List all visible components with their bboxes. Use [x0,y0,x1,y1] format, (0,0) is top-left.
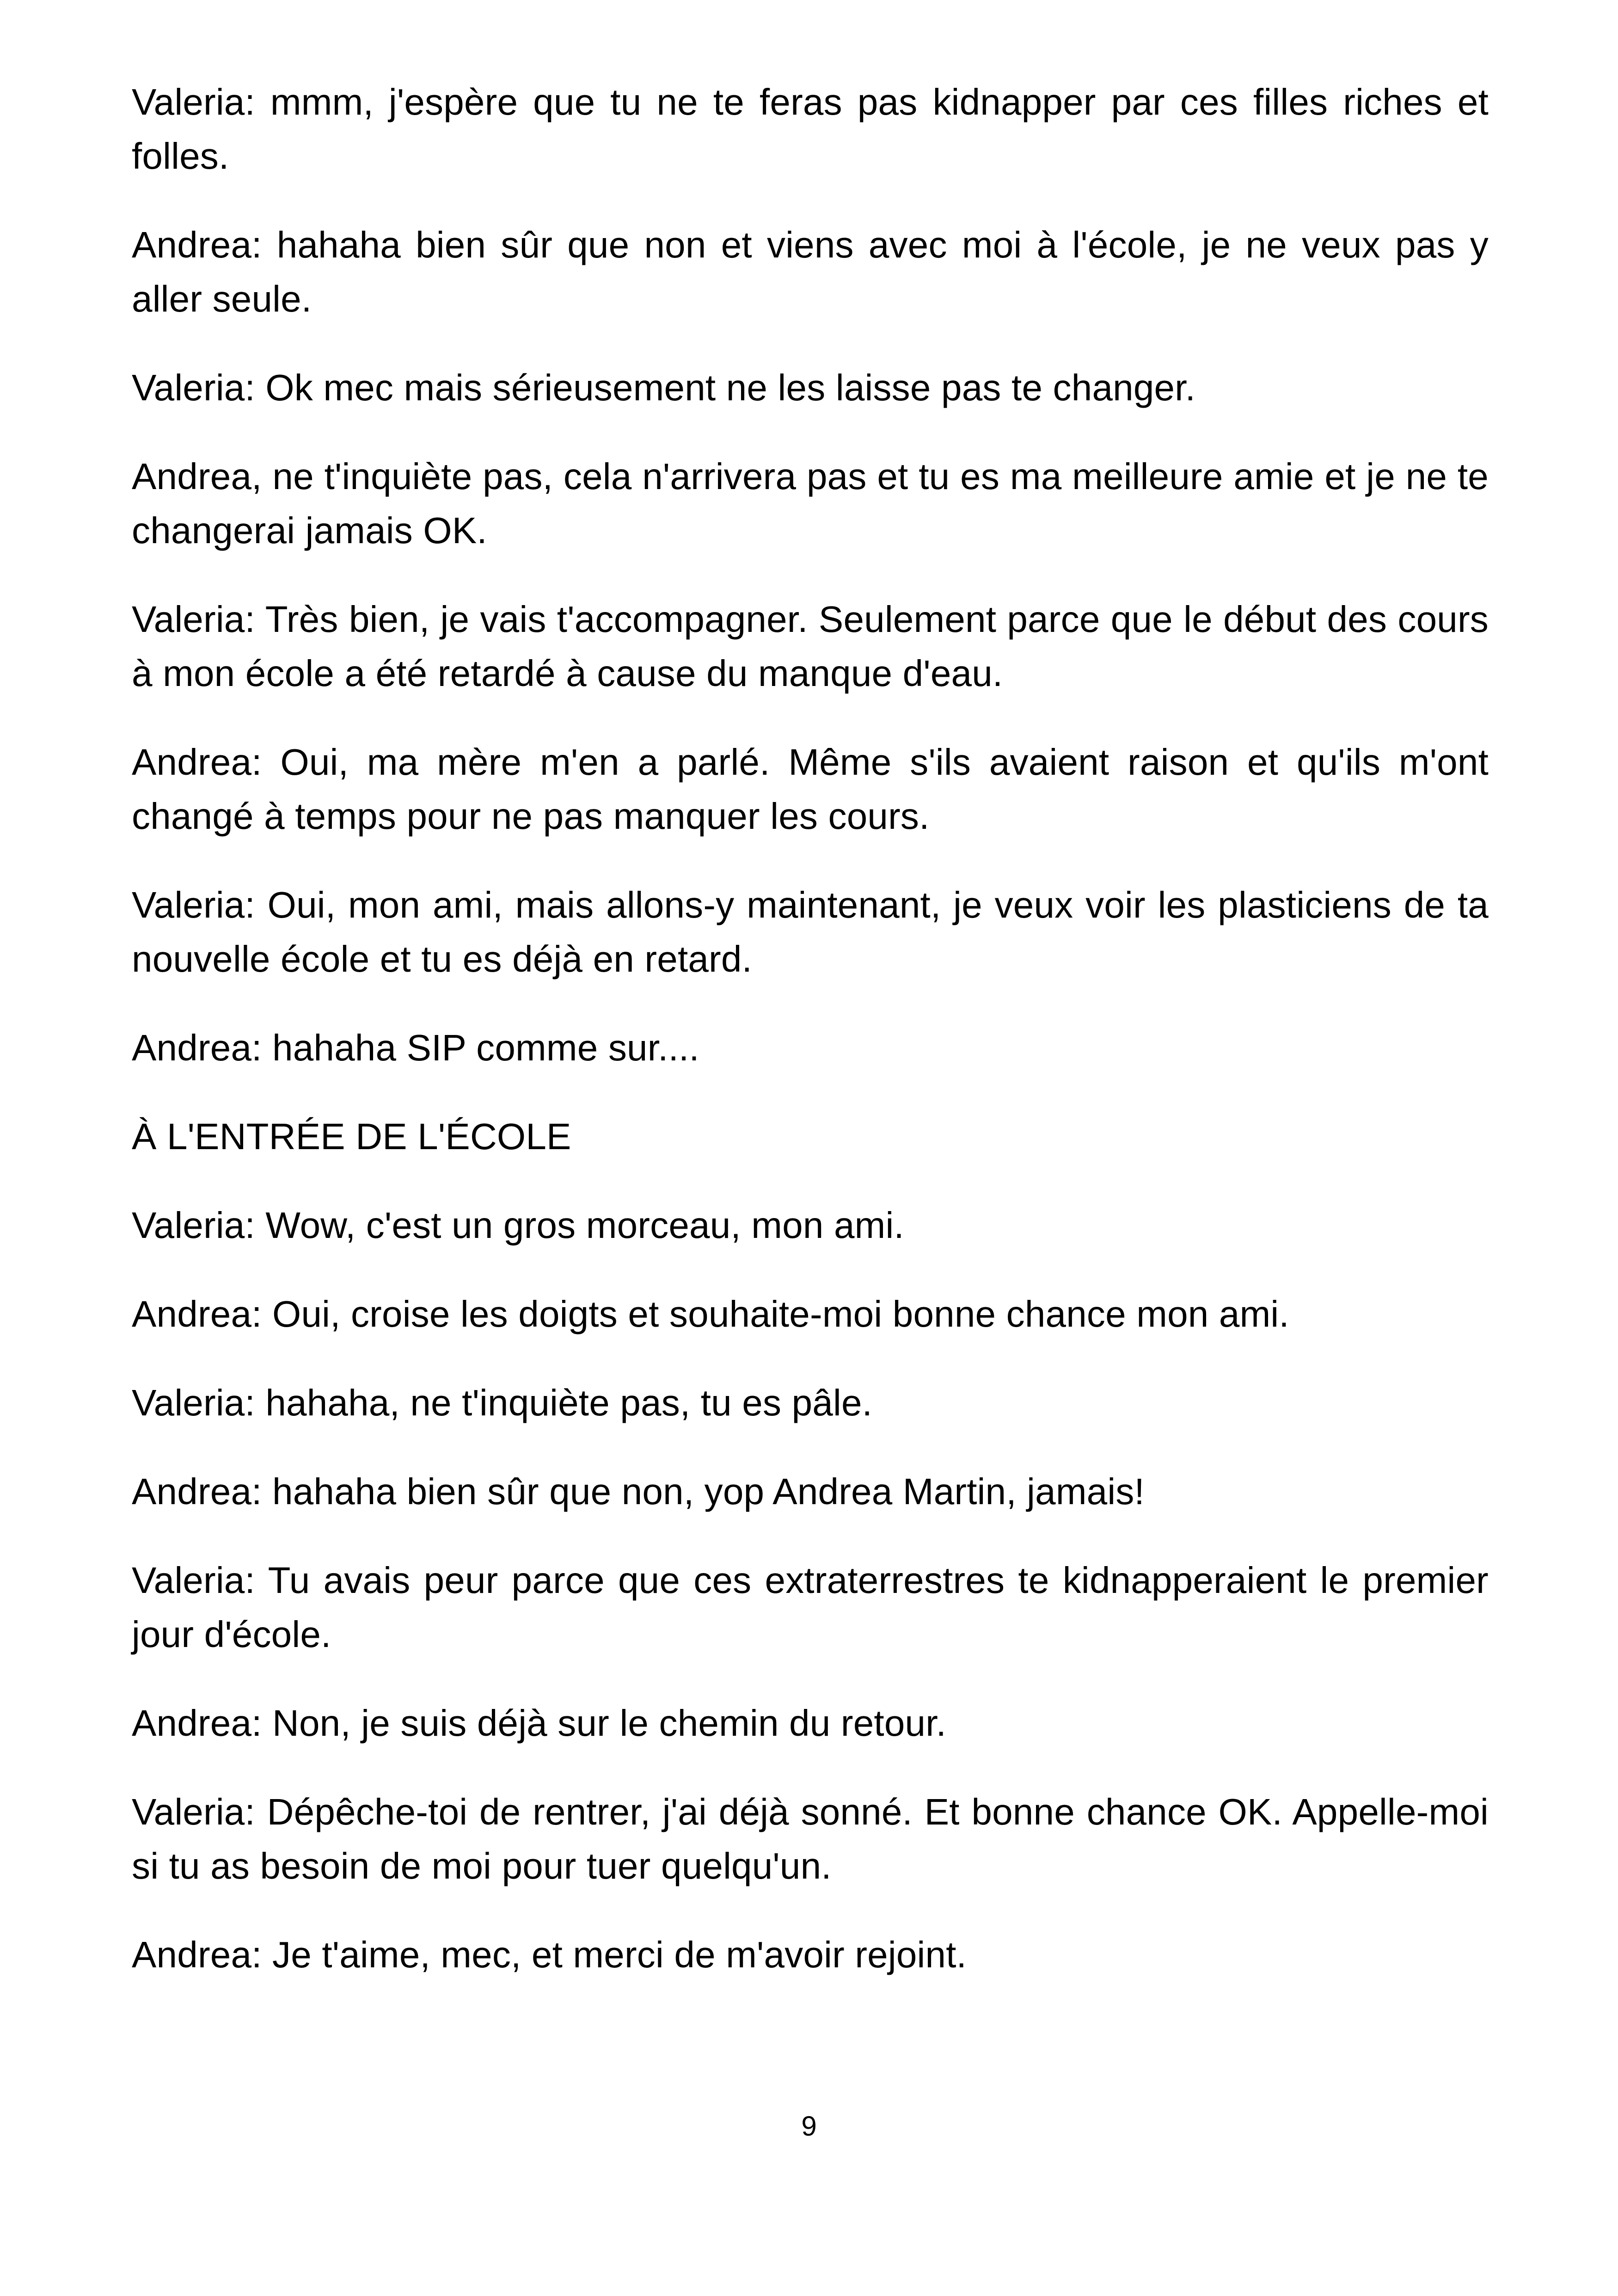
dialogue-paragraph: Valeria: Oui, mon ami, mais allons-y maintenant, je veux voir les plasticiens de ta nouvelle école et tu es déjà en retard. [132,884,1489,980]
dialogue-paragraph: Andrea: hahaha bien sûr que non et viens avec moi à l'école, je ne veux pas y aller seule. [132,224,1489,319]
dialogue-paragraph: Andrea: Oui, ma mère m'en a parlé. Même s'ils avaient raison et qu'ils m'ont changé à temps pour ne pas manquer les cours. [132,741,1489,837]
dialogue-paragraph: Andrea: Je t'aime, mec, et merci de m'avoir rejoint. [132,1934,967,1975]
dialogue-paragraph: Valeria: mmm, j'espère que tu ne te feras pas kidnapper par ces filles riches et folles. [132,81,1489,177]
dialogue-paragraph: Andrea: hahaha SIP comme sur.... [132,1027,699,1068]
dialogue-paragraph: Valeria: Dépêche-toi de rentrer, j'ai déjà sonné. Et bonne chance OK. Appelle-moi si tu as besoin de moi pour tuer quelqu'un. [132,1791,1489,1886]
dialogue-paragraph: Valeria: hahaha, ne t'inquiète pas, tu es pâle. [132,1382,873,1423]
dialogue-paragraph: Andrea: Non, je suis déjà sur le chemin du retour. [132,1702,947,1744]
scene-heading: À L'ENTRÉE DE L'ÉCOLE [132,1116,571,1157]
page-body [132,75,1489,2016]
dialogue-paragraph: Valeria: Ok mec mais sérieusement ne les laisse pas te changer. [132,367,1196,408]
dialogue-paragraph: Andrea: Oui, croise les doigts et souhaite-moi bonne chance mon ami. [132,1293,1289,1335]
dialogue-paragraph: Valeria: Wow, c'est un gros morceau, mon ami. [132,1205,904,1246]
dialogue-paragraph: Valeria: Tu avais peur parce que ces extraterrestres te kidnapperaient le premier jour d'école. [132,1560,1489,1655]
page-number: 9 [801,2111,817,2142]
dialogue-paragraph: Valeria: Très bien, je vais t'accompagner. Seulement parce que le début des cours à mon école a été retardé à cause du manque d'eau. [132,599,1489,694]
dialogue-paragraph: Andrea: hahaha bien sûr que non, yop Andrea Martin, jamais! [132,1471,1145,1512]
dialogue-paragraph: Andrea, ne t'inquiète pas, cela n'arrivera pas et tu es ma meilleure amie et je ne te changerai jamais OK. [132,456,1489,551]
